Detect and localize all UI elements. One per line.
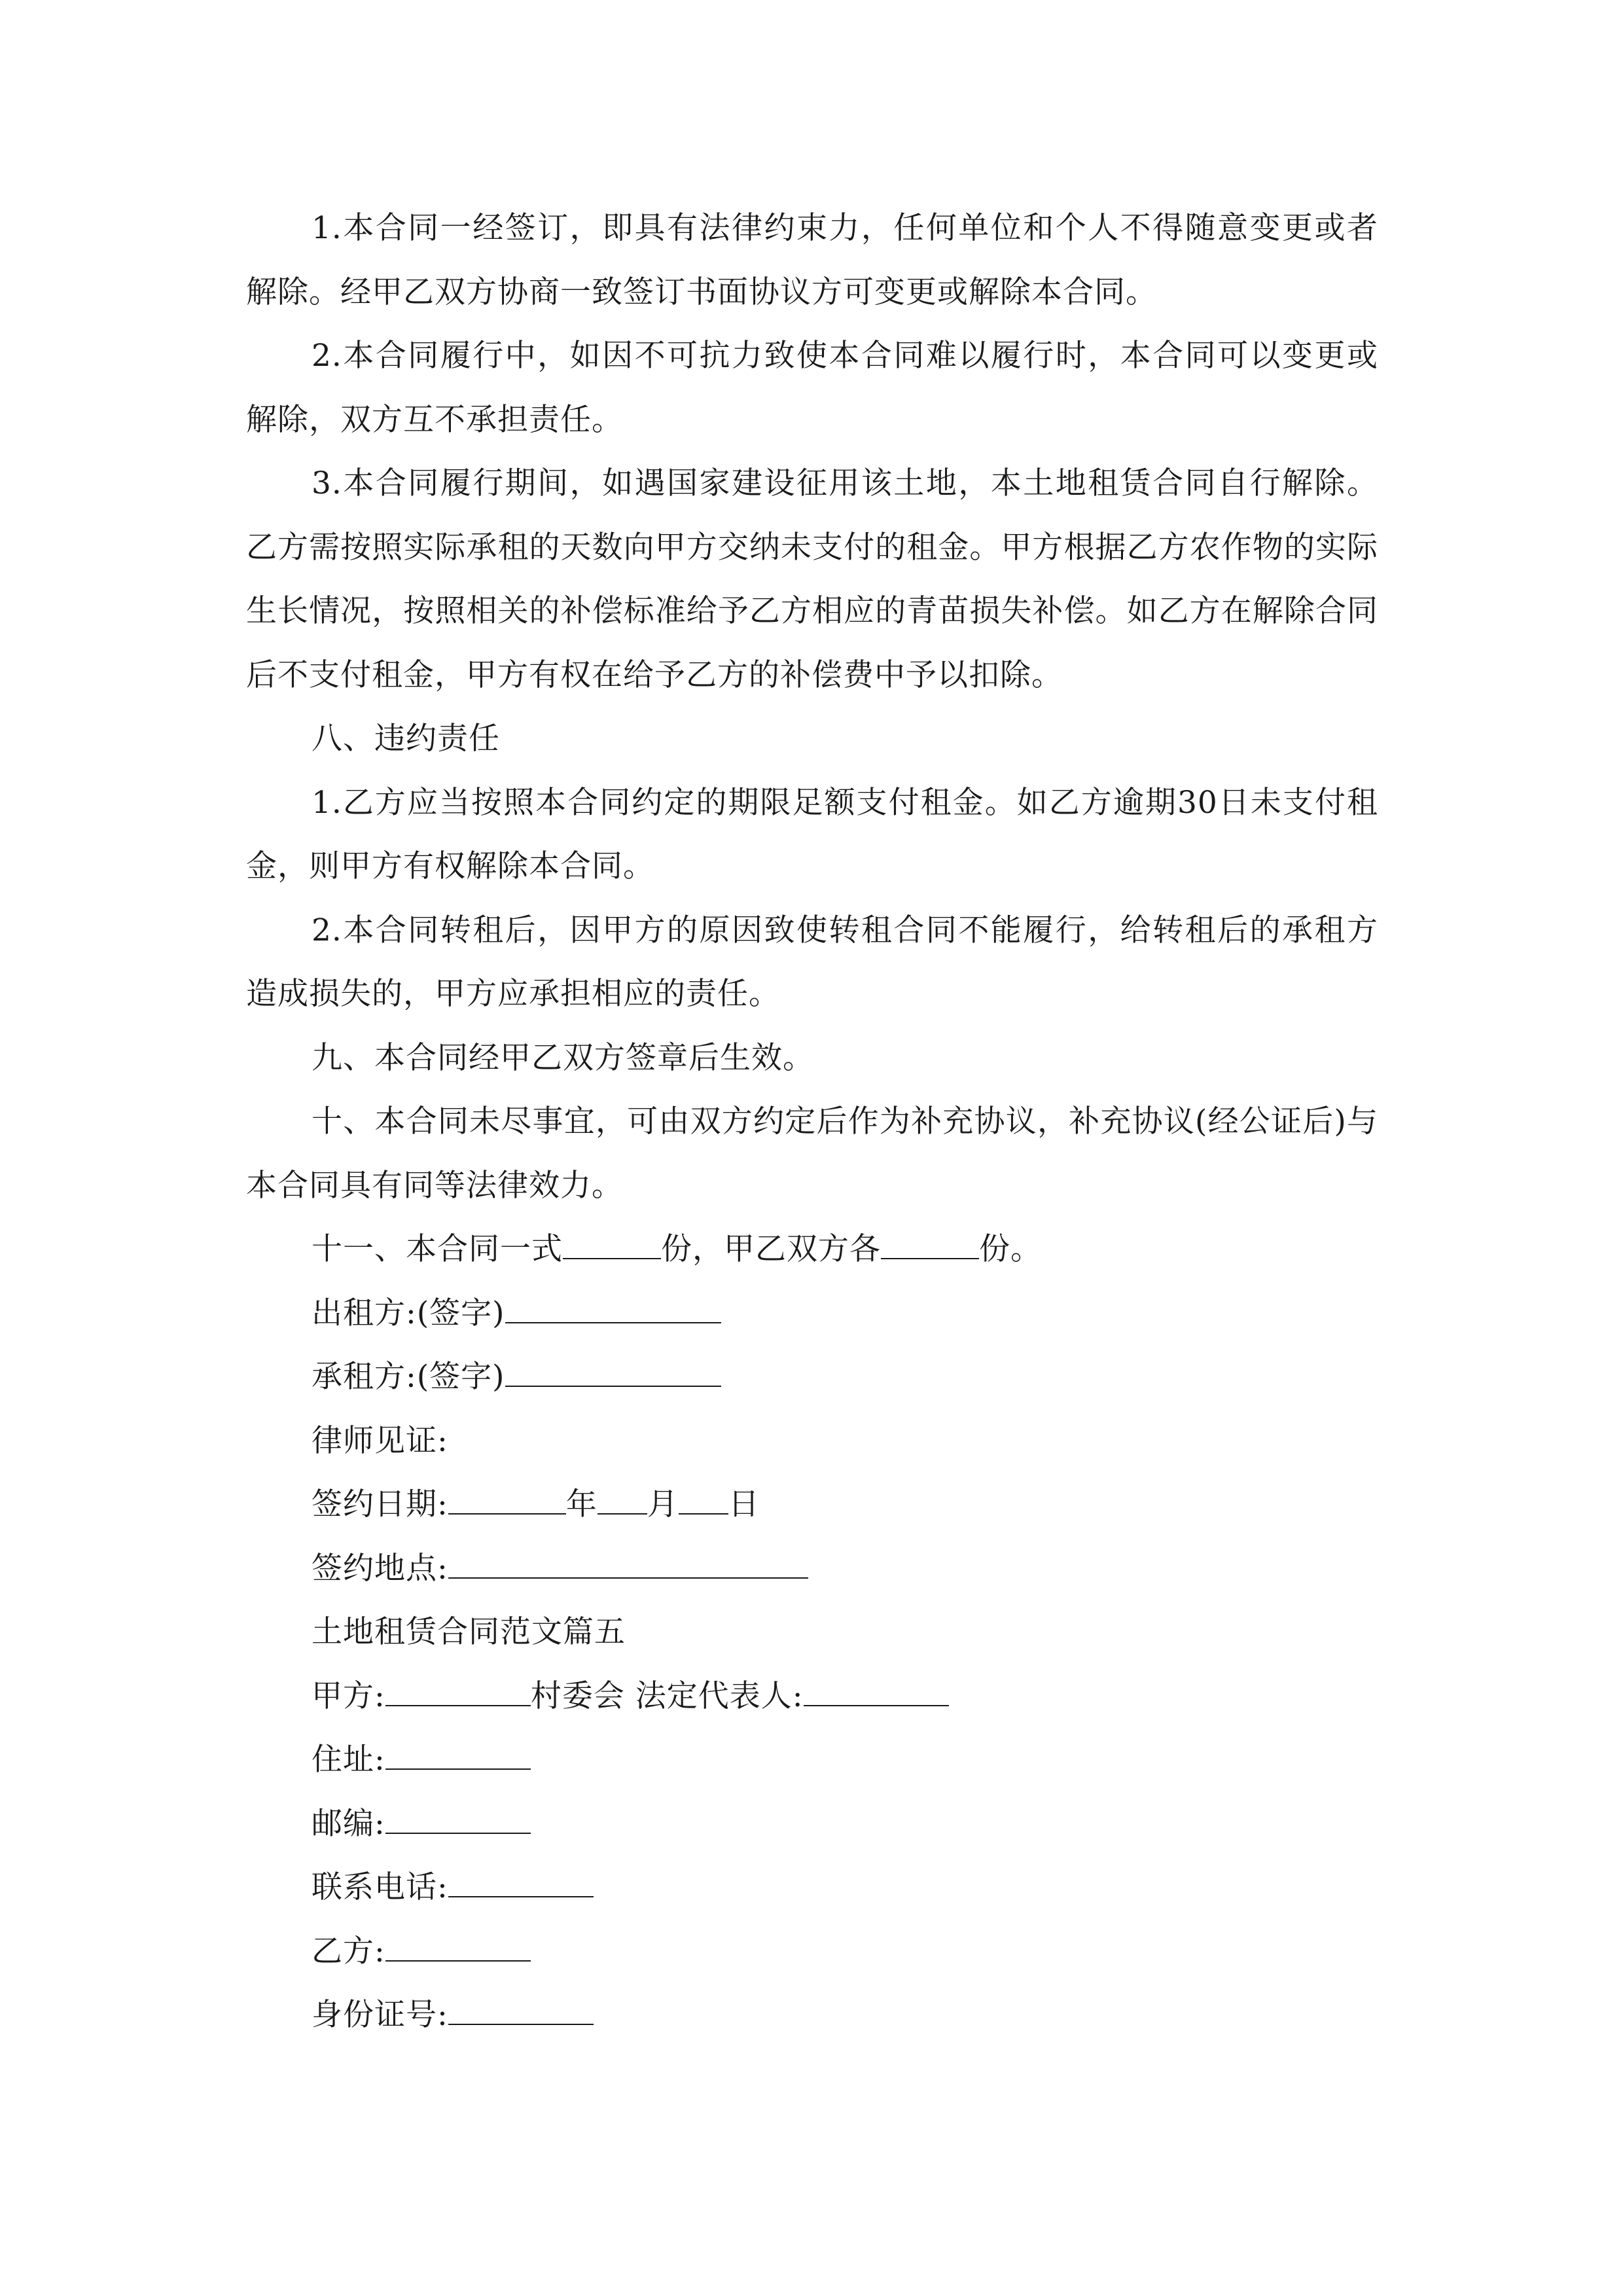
- legal-rep-blank: [804, 1671, 949, 1706]
- month-label: 月: [647, 1486, 679, 1522]
- day-blank: [679, 1479, 728, 1515]
- copies-text-3: 份。: [979, 1231, 1042, 1267]
- party-a-line: [246, 1664, 1378, 1729]
- year-label: 年: [565, 1486, 597, 1522]
- clause-8-1: 1.乙方应当按照本合同约定的期限足额支付租金。如乙方逾期30日未支付租金，则甲方有权解除本合同。: [246, 784, 1378, 884]
- id-number-blank: [448, 1990, 594, 2025]
- month-blank: [597, 1479, 647, 1515]
- lessee-signature-blank: [505, 1352, 721, 1387]
- party-a-label: 甲方:: [312, 1677, 385, 1714]
- lessee-label: 承租方:(签字): [312, 1359, 505, 1395]
- section-title-text: 土地租赁合同范文篇五: [312, 1614, 626, 1650]
- clause-7-1: 1.本合同一经签订，即具有法律约束力，任何单位和个人不得随意变更或者解除。经甲乙双方协商一致签订书面协议方可变更或解除本合同。: [246, 210, 1378, 310]
- phone-line: [246, 1856, 1378, 1920]
- copies-total-blank: [563, 1224, 661, 1259]
- sign-date-label: 签约日期:: [312, 1486, 448, 1522]
- lawyer-label: 律师见证:: [312, 1422, 448, 1459]
- legal-rep-label: 法定代表人:: [635, 1677, 804, 1714]
- lessor-signature-blank: [505, 1288, 721, 1323]
- section-heading-breach: 八、违约责任: [312, 721, 500, 757]
- id-number-label: 身份证号:: [312, 1997, 448, 2033]
- clause-9: 九、本合同经甲乙双方签章后生效。: [312, 1039, 814, 1076]
- sign-place-blank: [448, 1543, 808, 1579]
- day-label: 日: [728, 1486, 760, 1522]
- sign-place-line: [246, 1537, 1378, 1601]
- copies-text-1: 十一、本合同一式: [312, 1231, 563, 1267]
- id-number-line: [246, 1983, 1378, 2047]
- year-blank: [448, 1479, 566, 1515]
- lawyer-witness-line: [246, 1409, 1378, 1473]
- postcode-blank: [385, 1799, 531, 1834]
- copies-each-blank: [881, 1224, 979, 1259]
- phone-label: 联系电话:: [312, 1869, 448, 1905]
- party-b-label: 乙方:: [312, 1933, 385, 1969]
- sign-date-line: [246, 1473, 1378, 1537]
- clause-7-2: 2.本合同履行中，如因不可抗力致使本合同难以履行时，本合同可以变更或解除，双方互不承担责任。: [246, 338, 1378, 438]
- copies-text-2: 份，甲乙双方各: [661, 1231, 881, 1267]
- party-a-suffix: 村委会: [530, 1677, 625, 1714]
- lessor-signature-line: [246, 1282, 1378, 1346]
- section-title: [246, 1600, 1378, 1664]
- clause-10: 十、本合同未尽事宜，可由双方约定后作为补充协议，补充协议(经公证后)与本合同具有同等法律效力。: [246, 1103, 1378, 1204]
- phone-blank: [448, 1862, 594, 1897]
- clause-8-2: 2.本合同转租后，因甲方的原因致使转租合同不能履行，给转租后的承租方造成损失的，甲方应承担相应的责任。: [246, 912, 1378, 1012]
- address-label: 住址:: [312, 1742, 385, 1778]
- party-b-line: [246, 1920, 1378, 1984]
- party-a-blank: [385, 1671, 531, 1706]
- sign-place-label: 签约地点:: [312, 1550, 448, 1587]
- clause-7-3: 3.本合同履行期间，如遇国家建设征用该土地，本土地租赁合同自行解除。乙方需按照实际承租的天数向甲方交纳未支付的租金。甲方根据乙方农作物的实际生长情况，按照相关的补偿标准给予乙方相应的青苗损失补偿。如乙方在解除合同后不支付租金，甲方有权在给予乙方的补偿费中予以扣除。: [246, 465, 1378, 693]
- document-body: [246, 196, 1378, 2047]
- clause-11-copies: [246, 1217, 1378, 1282]
- address-line: [246, 1728, 1378, 1792]
- party-b-blank: [385, 1926, 531, 1962]
- lessor-label: 出租方:(签字): [312, 1295, 505, 1331]
- lessee-signature-line: [246, 1345, 1378, 1409]
- postcode-label: 邮编:: [312, 1805, 385, 1842]
- postcode-line: [246, 1792, 1378, 1856]
- address-blank: [385, 1734, 531, 1770]
